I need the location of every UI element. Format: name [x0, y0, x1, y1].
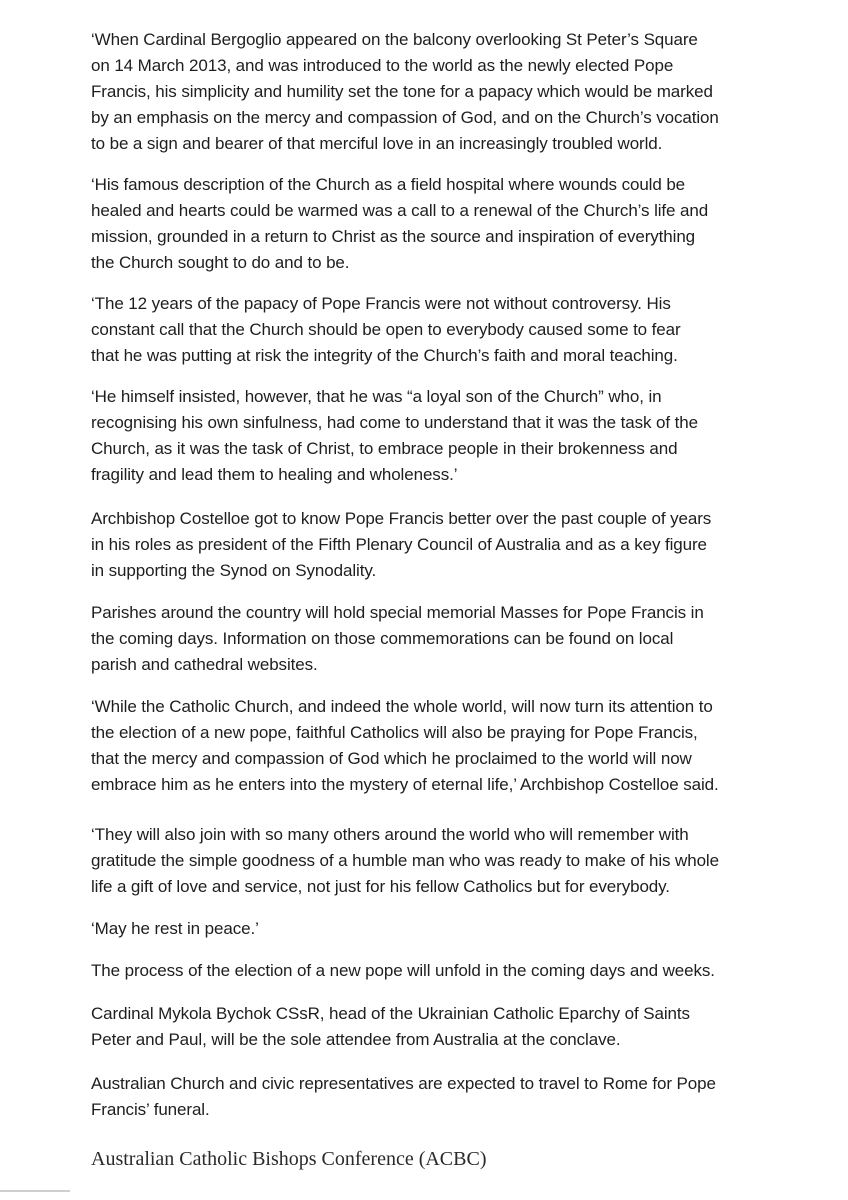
footer-organisation: Australian Catholic Bishops Conference (ACBC)	[91, 1148, 487, 1170]
paragraph-line: the coming days. Information on those commemorations can be found on local	[91, 629, 674, 648]
paragraph-line: ‘May he rest in peace.’	[91, 919, 259, 938]
paragraph-line: ‘The 12 years of the papacy of Pope Francis were not without controversy. His	[91, 294, 671, 313]
paragraph	[91, 506, 771, 584]
paragraph-line: the Church sought to do and to be.	[91, 253, 350, 272]
paragraph-line: Church, as it was the task of Christ, to embrace people in their brokenness and	[91, 439, 678, 458]
paragraph	[91, 172, 771, 276]
paragraph-line: healed and hearts could be warmed was a call to a renewal of the Church’s life and	[91, 201, 709, 220]
paragraph	[91, 1001, 771, 1053]
paragraph-line: the election of a new pope, faithful Catholics will also be praying for Pope Francis,	[91, 723, 698, 742]
paragraph-line: that the mercy and compassion of God which he proclaimed to the world will now	[91, 749, 692, 768]
paragraph-line: parish and cathedral websites.	[91, 655, 318, 674]
paragraph	[91, 822, 771, 900]
paragraph-line: in supporting the Synod on Synodality.	[91, 561, 377, 580]
paragraph-line: ‘They will also join with so many others around the world who will remember with	[91, 825, 689, 844]
paragraph-line: recognising his own sinfulness, had come to understand that it was the task of the	[91, 413, 698, 432]
paragraph	[91, 291, 771, 369]
paragraph-line: ‘He himself insisted, however, that he was “a loyal son of the Church” who, in	[91, 387, 662, 406]
paragraph	[91, 1071, 771, 1123]
paragraph-line: gratitude the simple goodness of a humble man who was ready to make of his whole	[91, 851, 719, 870]
paragraph-line: that he was putting at risk the integrity of the Church’s faith and moral teaching.	[91, 346, 678, 365]
scan-artifact	[0, 1190, 70, 1192]
paragraph-line: ‘While the Catholic Church, and indeed the whole world, will now turn its attention to	[91, 697, 713, 716]
paragraph-line: The process of the election of a new pope will unfold in the coming days and weeks.	[91, 961, 715, 980]
paragraph-line: in his roles as president of the Fifth Plenary Council of Australia and as a key figure	[91, 535, 707, 554]
paragraph-line: Cardinal Mykola Bychok CSsR, head of the Ukrainian Catholic Eparchy of Saints	[91, 1004, 690, 1023]
paragraph-line: Peter and Paul, will be the sole attendee from Australia at the conclave.	[91, 1030, 621, 1049]
paragraph-line: Australian Church and civic representatives are expected to travel to Rome for Pope	[91, 1074, 716, 1093]
paragraph-line: Archbishop Costelloe got to know Pope Francis better over the past couple of years	[91, 509, 712, 528]
paragraph-line: constant call that the Church should be open to everybody caused some to fear	[91, 320, 681, 339]
paragraph-line: embrace him as he enters into the mystery of eternal life,’ Archbishop Costelloe said.	[91, 775, 719, 794]
paragraph	[91, 600, 771, 678]
paragraph	[91, 27, 771, 157]
paragraph	[91, 694, 771, 798]
paragraph-line: fragility and lead them to healing and wholeness.’	[91, 465, 458, 484]
paragraph-line: mission, grounded in a return to Christ as the source and inspiration of everything	[91, 227, 696, 246]
paragraph-line: life a gift of love and service, not just for his fellow Catholics but for everybody.	[91, 877, 670, 896]
paragraph-line: to be a sign and bearer of that merciful love in an increasingly troubled world.	[91, 134, 663, 153]
paragraph-line: Francis’ funeral.	[91, 1100, 210, 1119]
paragraph-line: Parishes around the country will hold special memorial Masses for Pope Francis in	[91, 603, 704, 622]
paragraph	[91, 916, 771, 942]
paragraph	[91, 958, 771, 984]
paragraph-line: Francis, his simplicity and humility set the tone for a papacy which would be marked	[91, 82, 713, 101]
paragraph-line: ‘When Cardinal Bergoglio appeared on the balcony overlooking St Peter’s Square	[91, 30, 698, 49]
paragraph-line: by an emphasis on the mercy and compassion of God, and on the Church’s vocation	[91, 108, 719, 127]
paragraph-line: ‘His famous description of the Church as a field hospital where wounds could be	[91, 175, 686, 194]
paragraph-line: on 14 March 2013, and was introduced to the world as the newly elected Pope	[91, 56, 674, 75]
paragraph	[91, 384, 771, 488]
